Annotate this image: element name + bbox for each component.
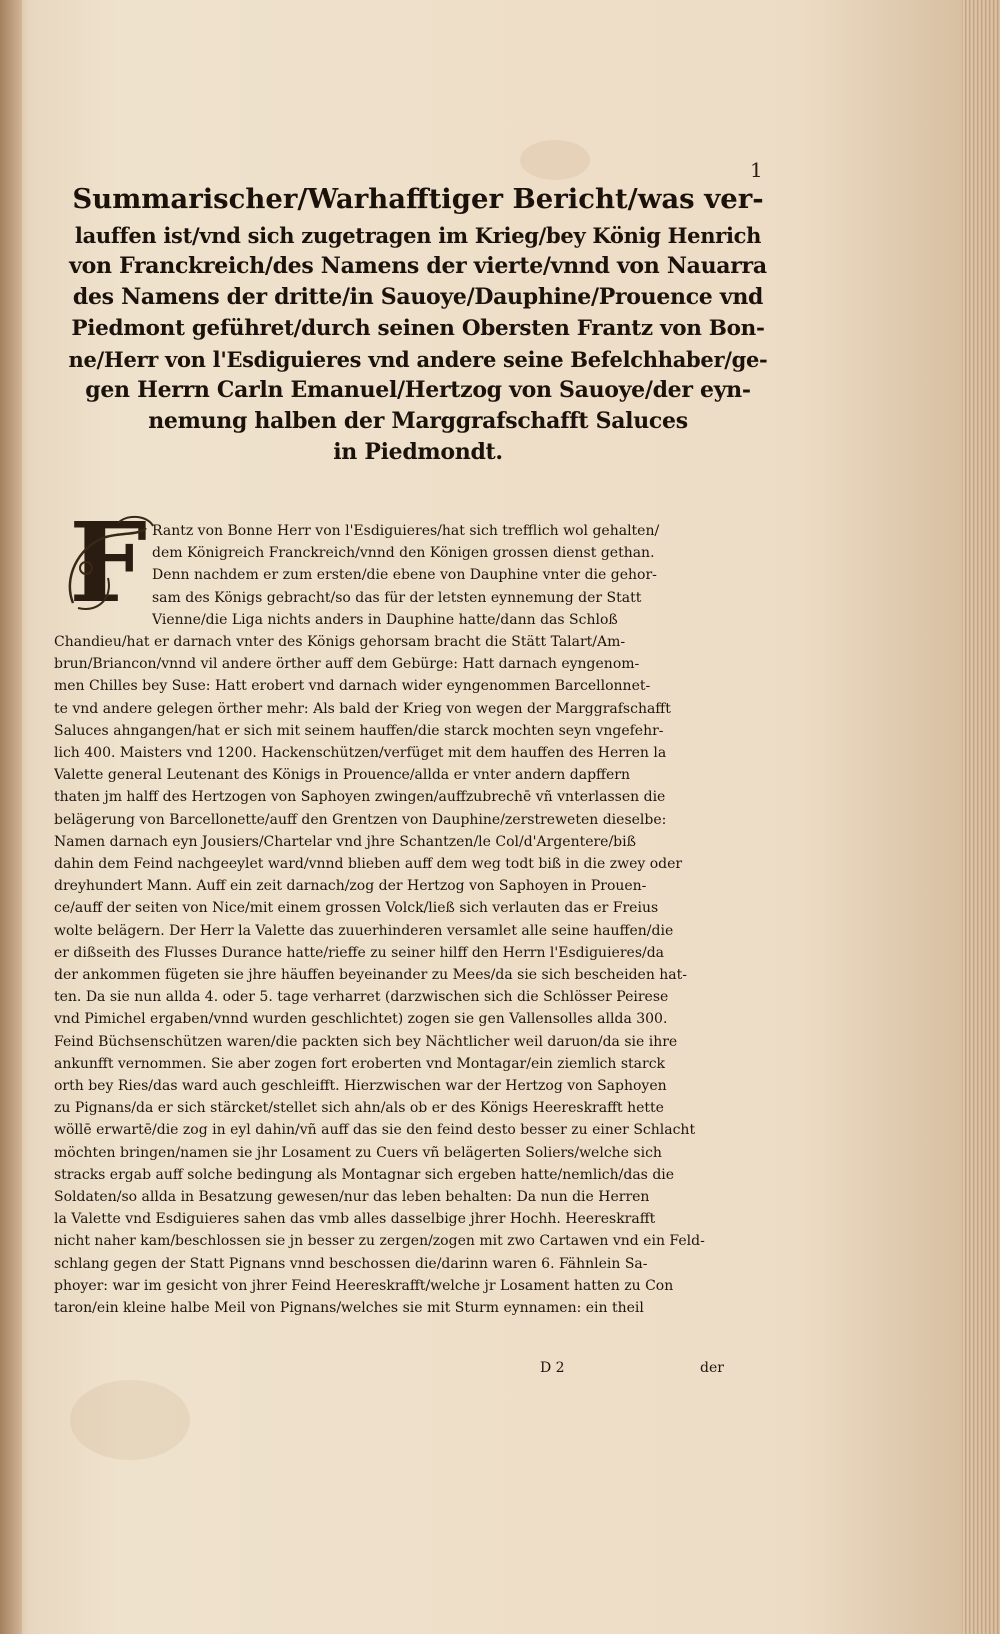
text-line: Saluces ahngangen/hat er sich mit seinem hauffen/die starck mochten seyn vngefehr- <box>54 722 664 739</box>
text-line: ten. Da sie nun allda 4. oder 5. tage verharret (darzwischen sich die Schlösser Peirese <box>54 989 669 1006</box>
text-line: Namen darnach eyn Jousiers/Chartelar vnd jhre Schantzen/le Col/d'Argentere/biß <box>54 833 636 850</box>
text-line: phoyer: war im gesicht von jhrer Feind Heereskrafft/welche jr Losament hatten zu Con <box>54 1277 674 1294</box>
text-line: möchten bringen/namen sie jhr Losament zu Cuers vñ belägerten Soliers/welche sich <box>54 1144 662 1161</box>
text-line: schlang gegen der Statt Pignans vnnd beschossen die/darinn waren 6. Fähnlein Sa- <box>54 1255 648 1272</box>
text-line: la Valette vnd Esdiguieres sahen das vmb alles dasselbige jhrer Hochh. Heereskrafft <box>54 1211 656 1228</box>
text-line: stracks ergab auff solche bedingung als Montagnar sich ergeben hatte/nemlich/das die <box>54 1166 675 1183</box>
text-line: Chandieu/hat er darnach vnter des Königs gehorsam bracht die Stätt Talart/Am- <box>54 634 626 650</box>
text-line: vnd Pimichel ergaben/vnnd wurden geschlichtet) zogen sie gen Vallensolles allda 300. <box>54 1011 668 1028</box>
title-line: ne/Herr von l'Esdiguieres vnd andere seine Befelchhaber/ge- <box>68 347 768 372</box>
text-line: Soldaten/so allda in Besatzung gewesen/nur das leben behalten: Da nun die Herren <box>54 1189 650 1205</box>
text-line: dahin dem Feind nachgeeylet ward/vnnd blieben auff dem weg todt biß in die zwey oder <box>54 856 683 872</box>
text-line: Denn nachdem er zum ersten/die ebene von Dauphine vnter die gehor- <box>152 567 657 584</box>
text-line: der ankommen fügeten sie jhre häuffen beyeinander zu Mees/da sie sich bescheiden hat- <box>54 967 688 983</box>
paper-stain <box>520 140 590 180</box>
text-line: nicht naher kam/beschlossen sie jn besser zu zergen/zogen mit zwo Cartawen vnd ein Feld- <box>54 1233 705 1250</box>
paper-stain <box>70 1380 190 1460</box>
text-line: ce/auff der seiten von Nice/mit einem grossen Volck/ließ sich verlauten das er Freius <box>54 900 659 917</box>
text-line: orth bey Ries/das ward auch geschleifft. Hierzwischen war der Hertzog von Saphoyen <box>54 1078 667 1094</box>
text-line: Rantz von Bonne Herr von l'Esdiguieres/hat sich trefflich wol gehalten/ <box>152 523 660 539</box>
text-line: brun/Briancon/vnnd vil andere örther auff dem Gebürge: Hatt darnach eyngenom- <box>54 656 640 673</box>
text-line: belägerung von Barcellonette/auff den Grentzen von Dauphine/zerstreweten dieselbe: <box>54 811 667 828</box>
folio-number: 1 <box>750 158 763 182</box>
text-line: zu Pignans/da er sich stärcket/stellet sich ahn/als ob er des Königs Heereskrafft hette <box>54 1100 664 1117</box>
text-line: te vnd andere gelegen örther mehr: Als bald der Krieg von wegen der Marggrafschafft <box>54 700 671 717</box>
text-line: dem Königreich Franckreich/vnnd den Königen grossen dienst gethan. <box>152 545 655 562</box>
page-edges <box>962 0 1000 1634</box>
title-line: Summarischer/Warhafftiger Bericht/was ver- <box>72 183 764 215</box>
text-line: Vienne/die Liga nichts anders in Dauphine hatte/dann das Schloß <box>152 611 618 628</box>
text-line: wolte belägern. Der Herr la Valette das zuuerhinderen versamlet alle seine hauffen/die <box>54 922 674 939</box>
title-line: des Namens der dritte/in Sauoye/Dauphine/Prouence vnd <box>72 284 764 310</box>
initial-flourish-icon <box>58 508 158 618</box>
text-line: thaten jm halff des Hertzogen von Saphoyen zwingen/auffzubrechē vñ vnterlassen die <box>54 789 666 806</box>
signature-mark: D 2 <box>540 1360 565 1376</box>
initial-letter: F <box>68 498 148 627</box>
title-line: Piedmont geführet/durch seinen Obersten Frantz von Bon- <box>71 316 765 341</box>
catchword: der <box>700 1360 724 1376</box>
text-line: men Chilles bey Suse: Hatt erobert vnd darnach wider eyngenommen Barcellonnet- <box>54 678 651 695</box>
document-title <box>68 178 768 468</box>
text-line: taron/ein kleine halbe Meil von Pignans/welches sie mit Sturm eynnamen: ein theil <box>54 1300 644 1316</box>
text-line: sam des Königs gebracht/so das für der letsten eynnemung der Statt <box>152 589 642 606</box>
text-line: Feind Büchsenschützen waren/die packten sich bey Nächtlicher weil daruon/da sie ihre <box>54 1033 678 1050</box>
binding-gutter <box>0 0 22 1634</box>
text-line: dreyhundert Mann. Auff ein zeit darnach/zog der Hertzog von Saphoyen in Prouen- <box>54 878 647 895</box>
text-line: er dißseith des Flusses Durance hatte/rieffe zu seiner hilff den Herrn l'Esdiguieres/da <box>54 944 665 961</box>
title-line: gen Herrn Carln Emanuel/Hertzog von Sauoye/der eyn- <box>85 377 751 403</box>
text-line: lich 400. Maisters vnd 1200. Hackenschützen/verfüget mit dem hauffen des Herren la <box>54 745 667 761</box>
text-line: Valette general Leutenant des Königs in Prouence/allda er vnter andern dapffern <box>54 767 630 784</box>
text-line: ankunfft vernommen. Sie aber zogen fort eroberten vnd Montagar/ein ziemlich starck <box>54 1055 666 1072</box>
text-line: wöllē erwartē/die zog in eyl dahin/vñ auff das sie den feind desto besser zu einer Schlacht <box>54 1122 696 1139</box>
decorated-initial <box>58 498 158 627</box>
title-line: nemung halben der Marggrafschafft Saluces <box>148 408 688 434</box>
title-line: von Franckreich/des Namens der vierte/vnnd von Nauarra <box>69 253 767 279</box>
title-line: lauffen ist/vnd sich zugetragen im Krieg/bey König Henrich <box>74 223 762 248</box>
title-line: in Piedmondt. <box>333 439 503 465</box>
